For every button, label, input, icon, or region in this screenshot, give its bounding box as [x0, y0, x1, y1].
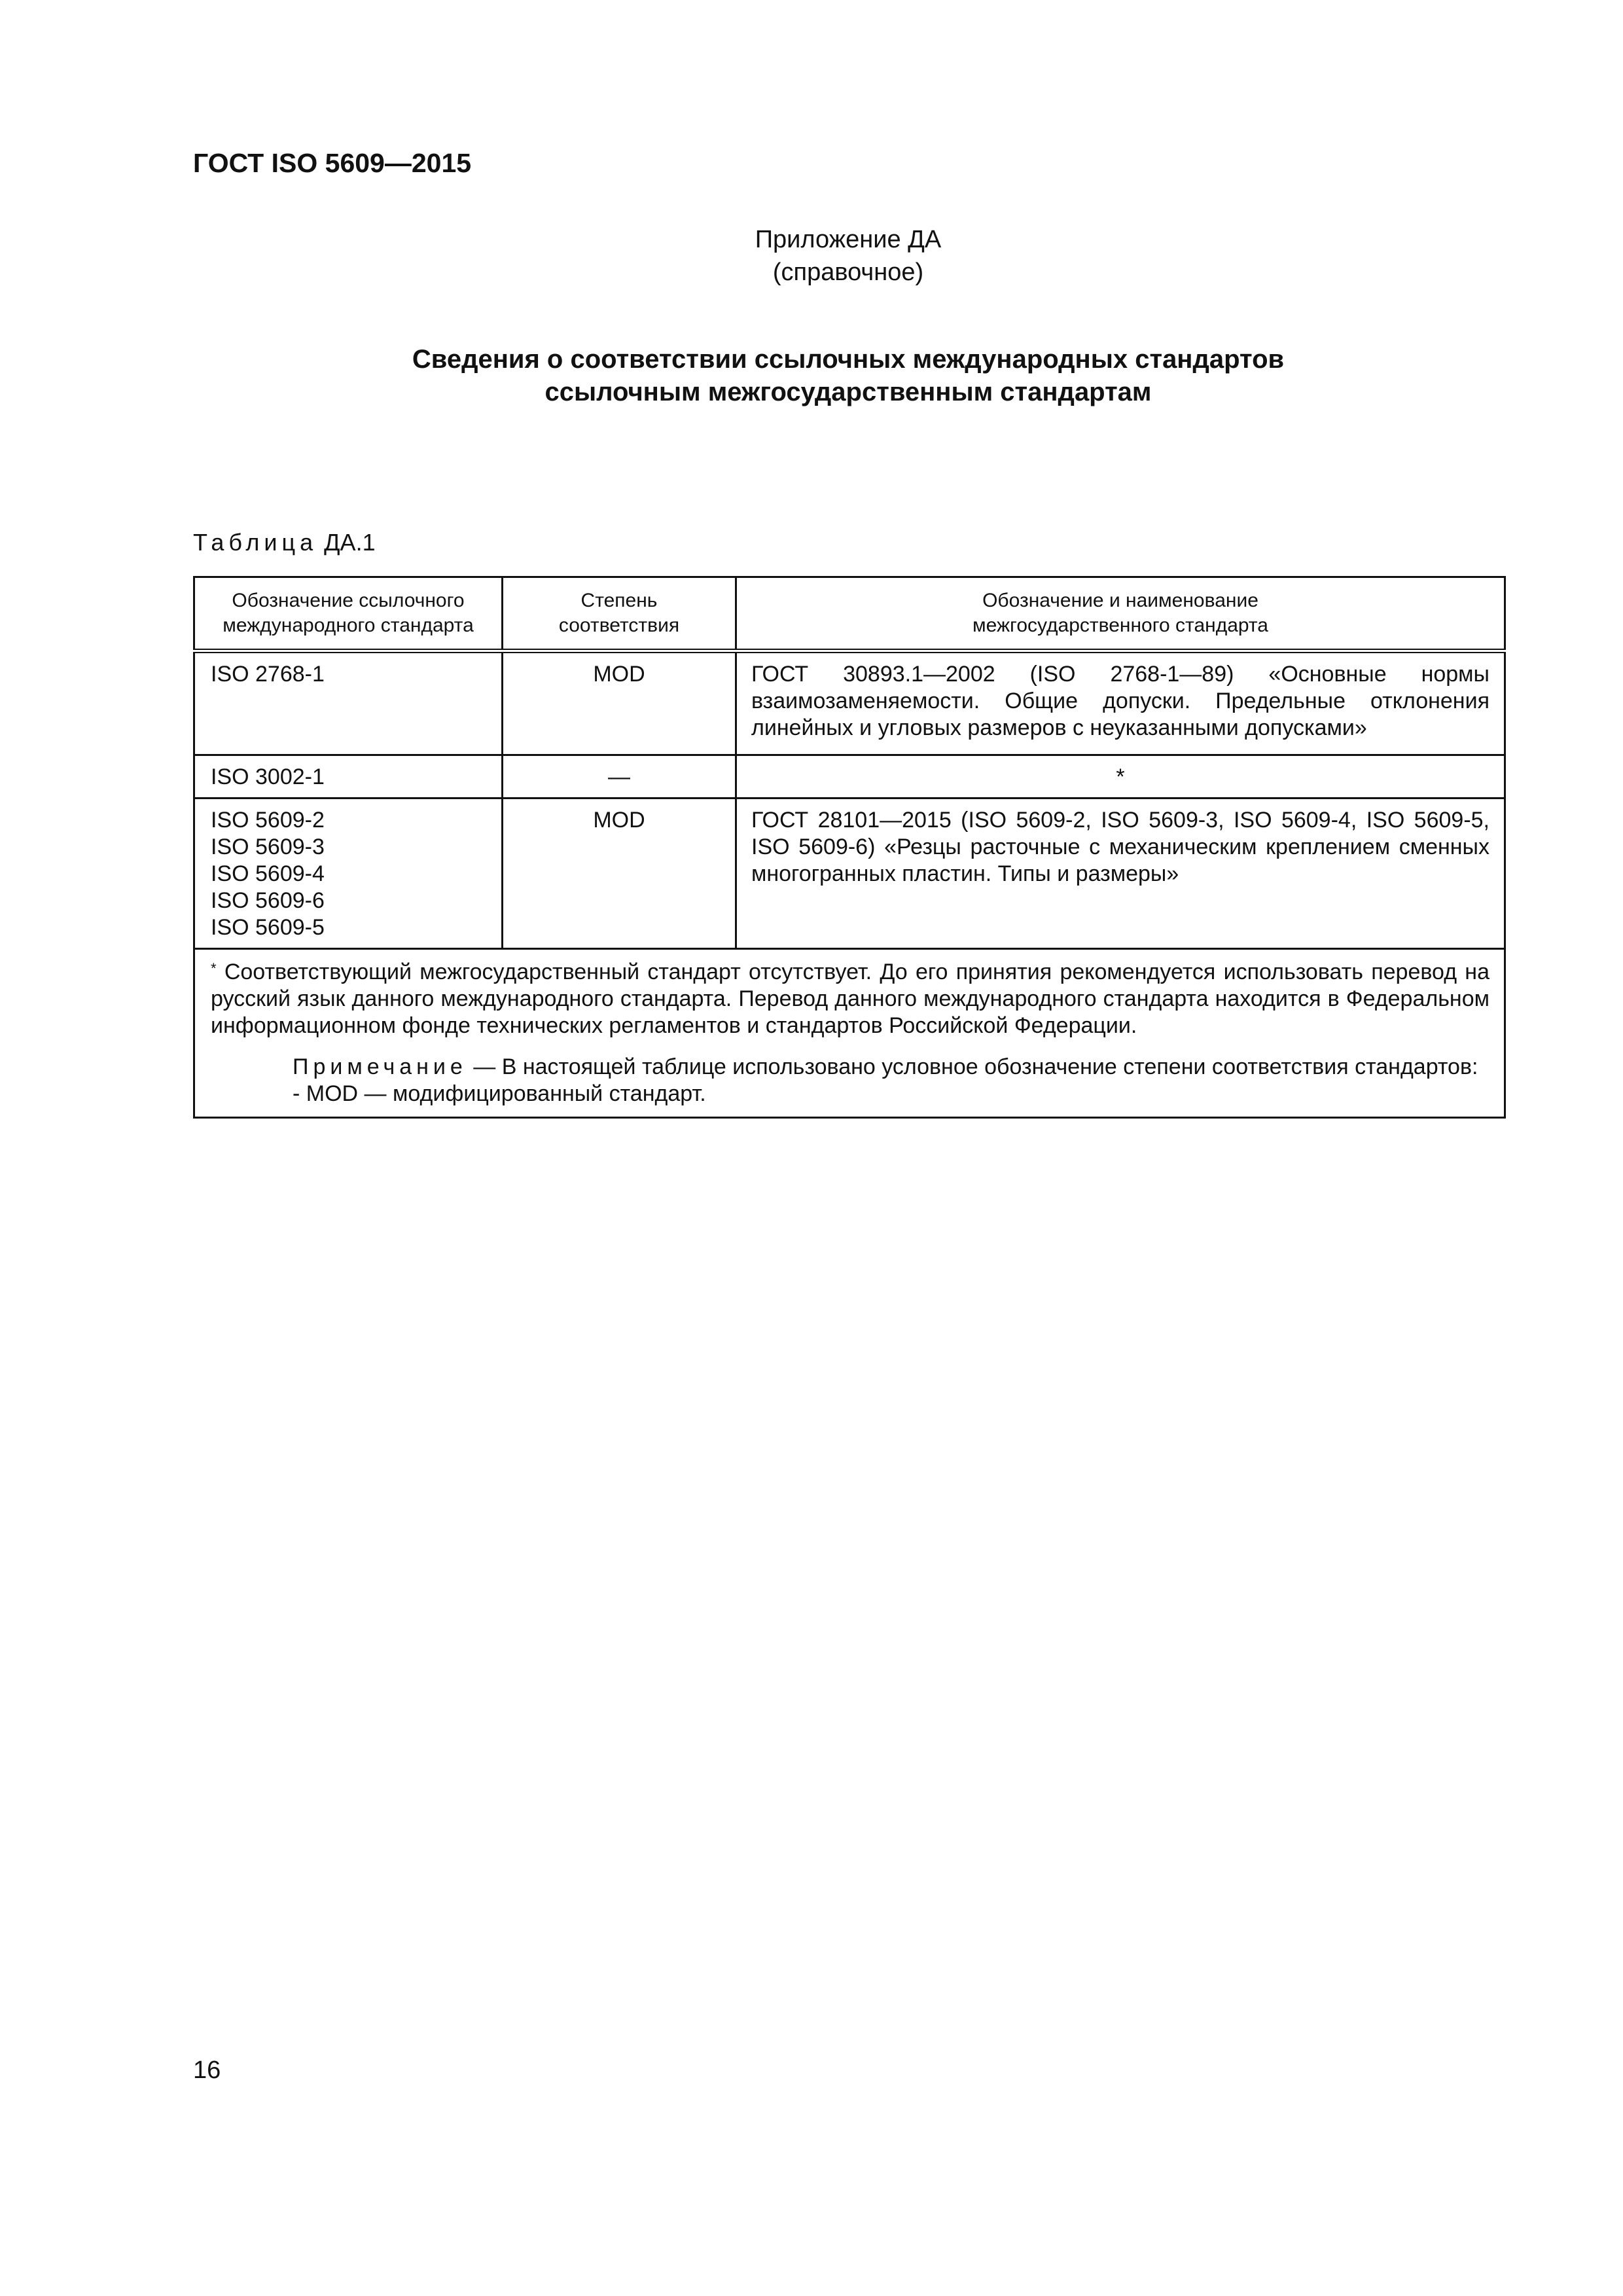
header-col1-line1: Обозначение ссылочного: [232, 590, 465, 611]
table-row: [194, 798, 1505, 949]
table-note: [211, 1054, 1489, 1081]
table-footer-row: [194, 949, 1505, 1118]
reference-item: ISO 5609-4: [211, 861, 325, 886]
table-header-row: [194, 577, 1505, 651]
header-col-interstate: [736, 577, 1505, 651]
table-row: [194, 651, 1505, 755]
cell-degree: MOD: [503, 651, 736, 755]
header-col3-line1: Обозначение и наименование: [982, 590, 1258, 611]
table-row: [194, 755, 1505, 798]
footnote-text: Соответствующий межгосударственный стандарт отсутствует. До его принятия рекомендуется использовать перевод на русский язык данного международного стандарта. Перевод данного международного стандарта находится в Федеральном информационном фонде технических регламентов и стандартов Российской Федерации.: [211, 960, 1489, 1038]
header-col-degree: [503, 577, 736, 651]
header-col2-line1: Степень: [580, 590, 658, 611]
header-col2-line2: соответствия: [558, 615, 680, 636]
section-title-line1: Сведения о соответствии ссылочных международных стандартов: [412, 345, 1285, 374]
cell-interstate-standard: ГОСТ 30893.1—2002 (ISO 2768-1—89) «Основные нормы взаимозаменяемости. Общие допуски. Предельные отклонения линейных и угловых размеров с неуказанными допусками»: [736, 651, 1505, 755]
note-lead: Примечание: [293, 1054, 467, 1079]
appendix-kind: (справочное): [772, 259, 924, 286]
correspondence-table: [193, 576, 1506, 1119]
table-caption-number: ДА.1: [324, 529, 376, 556]
cell-reference: [194, 798, 503, 949]
table-footnote-cell: [194, 949, 1505, 1118]
page-number: 16: [193, 2056, 221, 2084]
cell-degree: —: [503, 755, 736, 798]
section-title: [0, 343, 1623, 408]
cell-reference: [194, 651, 503, 755]
reference-item: ISO 2768-1: [211, 662, 325, 687]
reference-item: ISO 5609-3: [211, 834, 325, 859]
reference-item: ISO 3002-1: [211, 764, 325, 789]
document-header: ГОСТ ISO 5609—2015: [193, 148, 472, 178]
cell-interstate-standard: *: [736, 755, 1505, 798]
section-title-line2: ссылочным межгосударственным стандартам: [544, 378, 1152, 406]
footnote-mark: *: [211, 960, 217, 977]
appendix-title: Приложение ДА: [755, 226, 942, 253]
reference-item: ISO 5609-6: [211, 888, 325, 913]
note-item: - MOD — модифицированный стандарт.: [293, 1081, 706, 1106]
footnote: [211, 959, 1489, 1039]
cell-interstate-standard: ГОСТ 28101—2015 (ISO 5609-2, ISO 5609-3, ISO 5609-4, ISO 5609-5, ISO 5609-6) «Резцы расточные с механическим креплением сменных многогранных пластин. Типы и размеры»: [736, 798, 1505, 949]
header-col1-line2: международного стандарта: [223, 615, 474, 636]
header-col3-line2: межгосударственного стандарта: [972, 615, 1268, 636]
header-col-reference: [194, 577, 503, 651]
table-caption-word: Таблица: [193, 529, 318, 556]
cell-degree: MOD: [503, 798, 736, 949]
note-text: — В настоящей таблице использовано условное обозначение степени соответствия стандартов:: [473, 1054, 1478, 1079]
table-caption: [193, 529, 376, 556]
cell-reference: [194, 755, 503, 798]
reference-item: ISO 5609-2: [211, 808, 325, 833]
reference-item: ISO 5609-5: [211, 915, 325, 940]
